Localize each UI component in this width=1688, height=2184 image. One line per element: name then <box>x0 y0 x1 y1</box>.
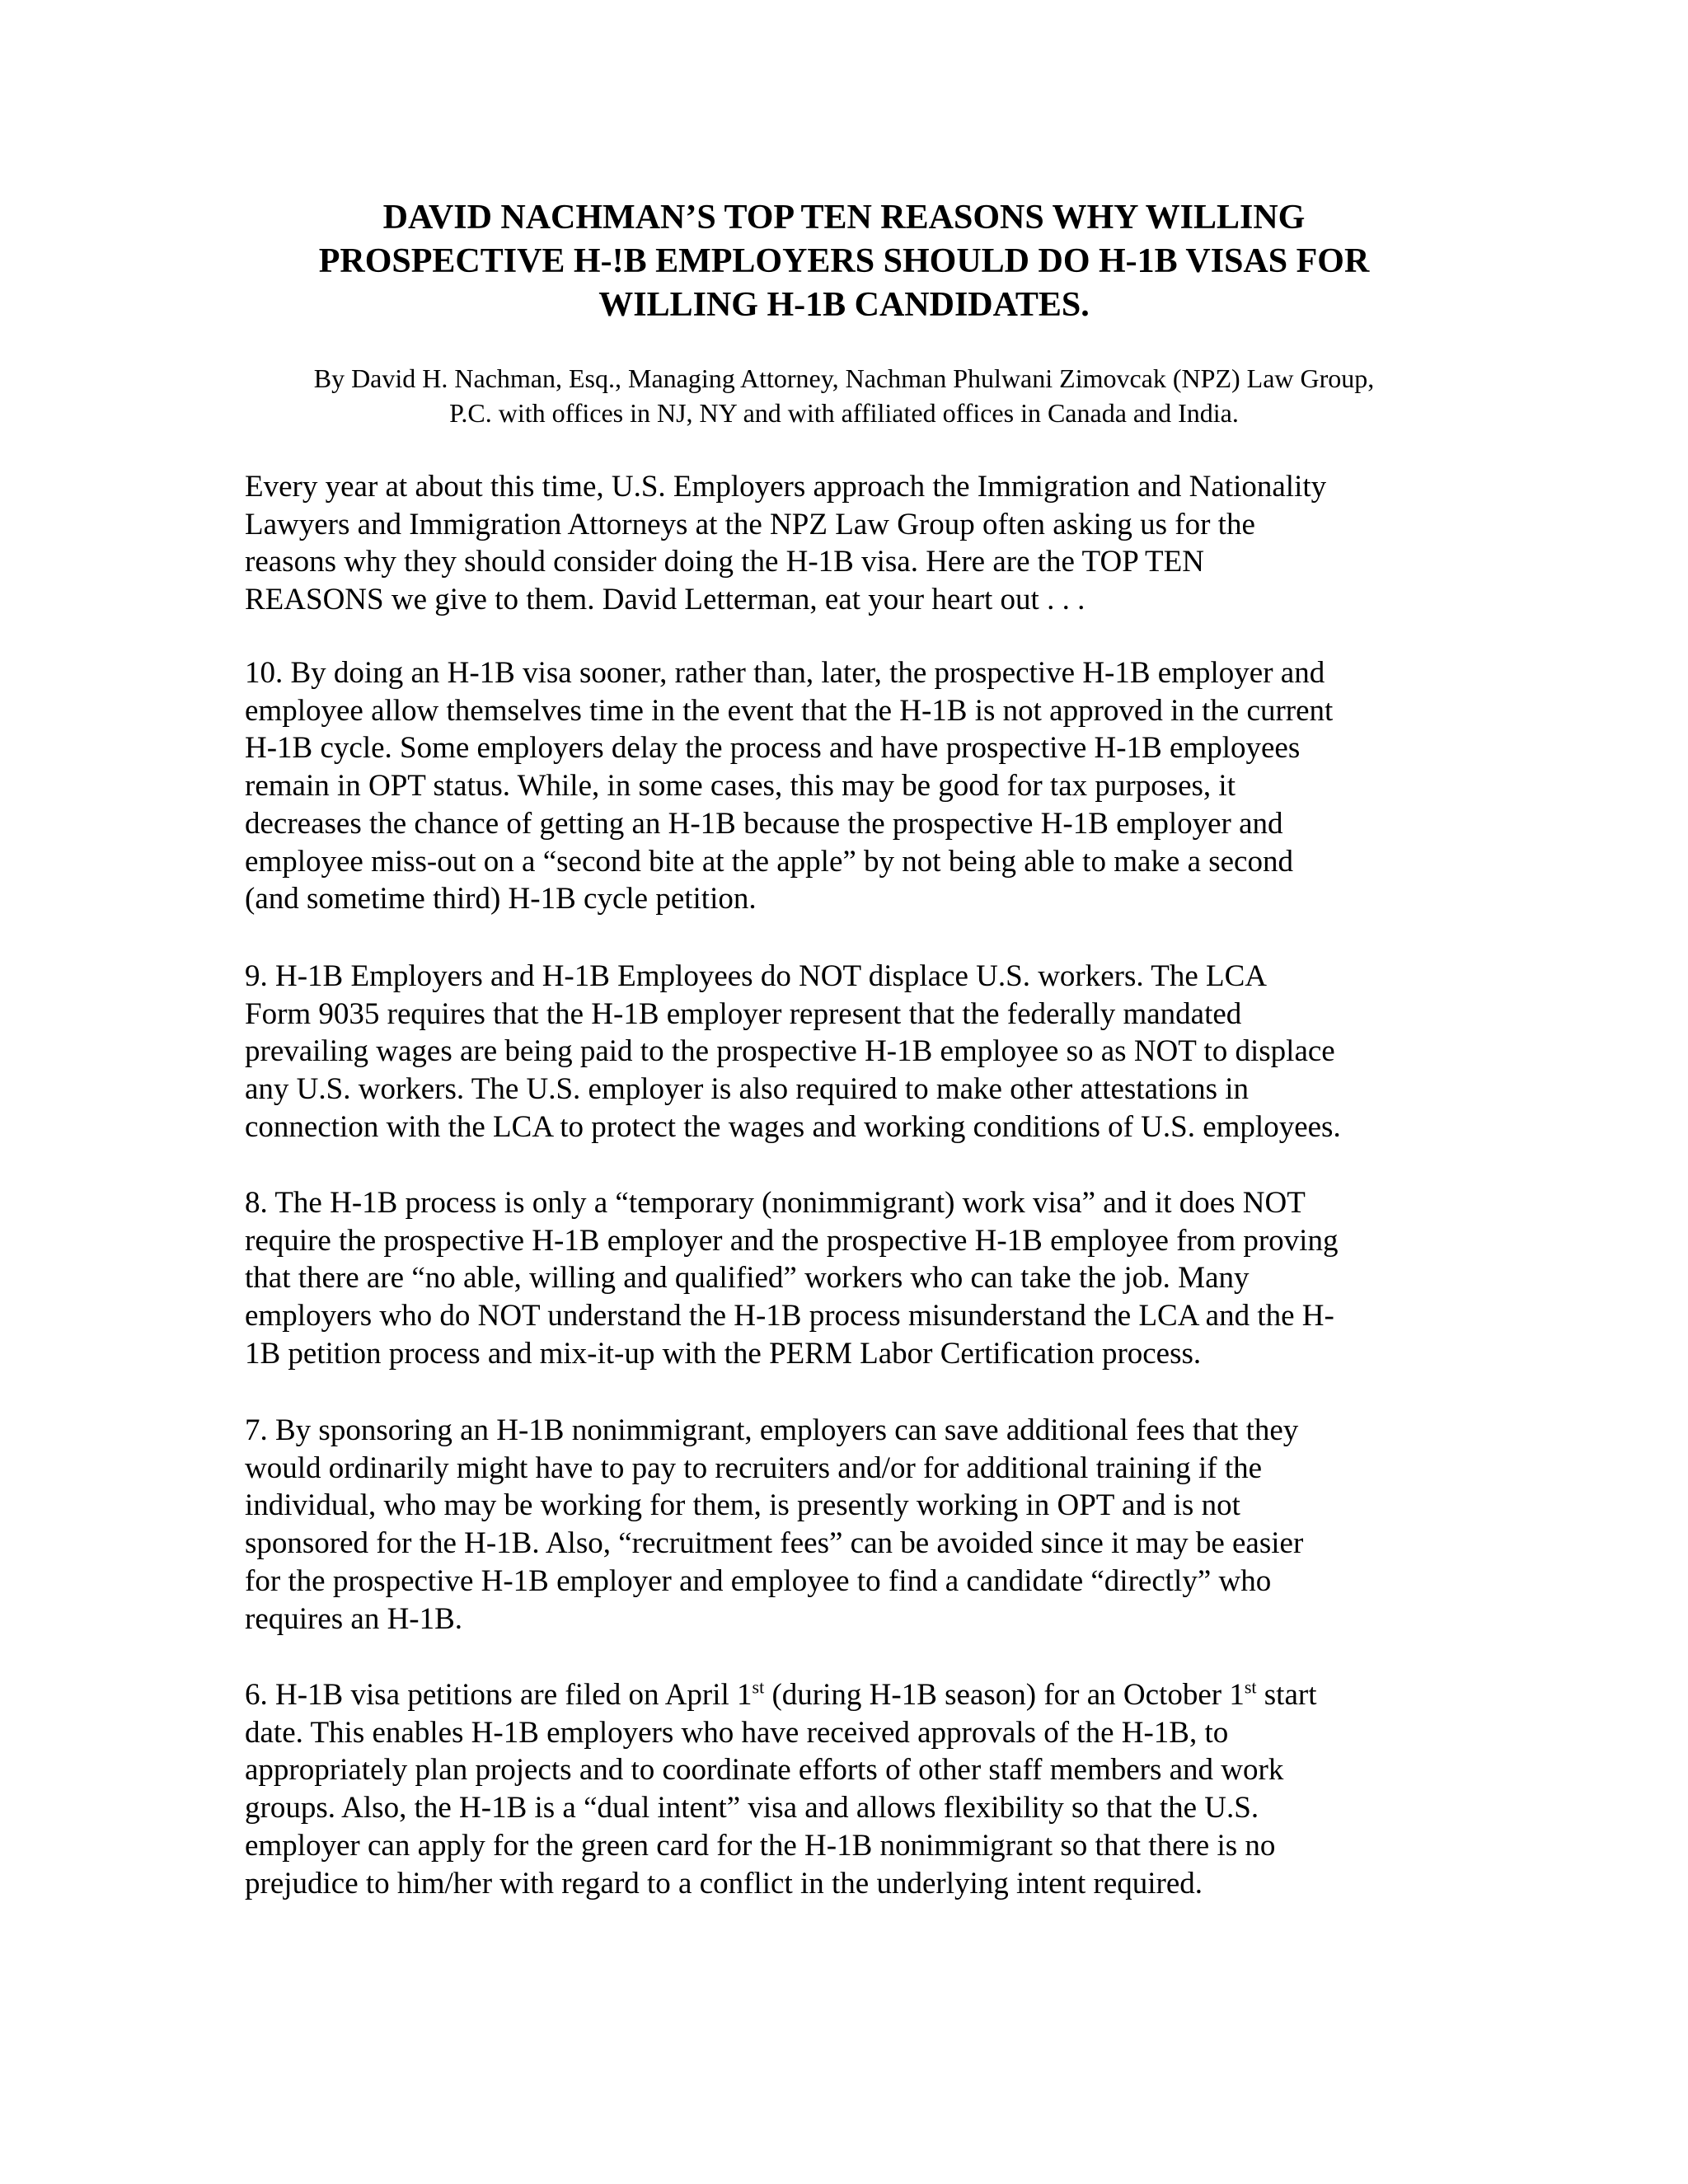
text-line: prevailing wages are being paid to the prospective H-1B employee so as NOT to displace <box>245 1034 1335 1069</box>
text-line: reasons why they should consider doing the H-1B visa. Here are the TOP TEN <box>245 545 1204 579</box>
document-title <box>223 196 1465 327</box>
text-line: connection with the LCA to protect the wages and working conditions of U.S. employees. <box>245 1109 1341 1144</box>
reason-7-paragraph <box>245 1412 1531 1638</box>
text-line: prejudice to him/her with regard to a conflict in the underlying intent required. <box>245 1866 1203 1900</box>
text-line: requires an H-1B. <box>245 1601 463 1636</box>
text-run: 6. H-1B visa petitions are filed on April 1 <box>245 1678 753 1712</box>
text-line <box>245 1676 1531 1714</box>
text-line: appropriately plan projects and to coordinate efforts of other staff members and work <box>245 1753 1284 1788</box>
text-line: Form 9035 requires that the H-1B employer represent that the federally mandated <box>245 996 1242 1031</box>
text-line: sponsored for the H-1B. Also, “recruitment fees” can be avoided since it may be easier <box>245 1526 1304 1561</box>
intro-paragraph <box>245 468 1531 619</box>
text-line: that there are “no able, willing and qualified” workers who can take the job. Many <box>245 1261 1250 1296</box>
byline-line: P.C. with offices in NJ, NY and with affiliated offices in Canada and India. <box>449 398 1239 428</box>
text-line: (and sometime third) H-1B cycle petition. <box>245 882 757 916</box>
text-line: 1B petition process and mix-it-up with the PERM Labor Certification process. <box>245 1336 1202 1371</box>
text-line: any U.S. workers. The U.S. employer is also required to make other attestations in <box>245 1072 1250 1107</box>
title-line: PROSPECTIVE H-!B EMPLOYERS SHOULD DO H-1B VISAS FOR <box>318 242 1370 280</box>
text-line: 9. H-1B Employers and H-1B Employees do NOT displace U.S. workers. The LCA <box>245 959 1268 993</box>
text-line: H-1B cycle. Some employers delay the process and have prospective H-1B employees <box>245 731 1301 766</box>
text-line: employers who do NOT understand the H-1B process misunderstand the LCA and the H- <box>245 1299 1334 1333</box>
text-line: employee allow themselves time in the event that the H-1B is not approved in the current <box>245 693 1334 728</box>
text-line: for the prospective H-1B employer and employee to find a candidate “directly” who <box>245 1563 1272 1598</box>
ordinal-suffix: st <box>1244 1676 1257 1698</box>
text-line: employer can apply for the green card for the H-1B nonimmigrant so that there is no <box>245 1828 1276 1863</box>
reason-10-paragraph <box>245 654 1531 918</box>
reason-8-paragraph <box>245 1184 1531 1373</box>
text-line: individual, who may be working for them, is presently working in OPT and is not <box>245 1488 1240 1523</box>
text-line: groups. Also, the H-1B is a “dual intent” visa and allows flexibility so that the U.S. <box>245 1791 1259 1825</box>
text-run: start <box>1256 1678 1317 1712</box>
reason-9-paragraph <box>245 958 1531 1146</box>
title-line: WILLING H-1B CANDIDATES. <box>598 286 1090 324</box>
text-line: 7. By sponsoring an H-1B nonimmigrant, employers can save additional fees that they <box>245 1413 1299 1447</box>
ordinal-suffix: st <box>752 1676 765 1698</box>
text-line: employee miss-out on a “second bite at the apple” by not being able to make a second <box>245 844 1293 879</box>
text-line: REASONS we give to them. David Letterman, eat your heart out . . . <box>245 583 1085 617</box>
text-line: Every year at about this time, U.S. Employers approach the Immigration and Nationality <box>245 470 1327 504</box>
author-byline <box>223 361 1465 430</box>
text-line: remain in OPT status. While, in some cases, this may be good for tax purposes, it <box>245 769 1236 804</box>
text-line: Lawyers and Immigration Attorneys at the NPZ Law Group often asking us for the <box>245 507 1255 541</box>
text-line: 8. The H-1B process is only a “temporary (nonimmigrant) work visa” and it does NOT <box>245 1186 1306 1220</box>
reason-6-paragraph <box>245 1676 1531 1902</box>
text-line: 10. By doing an H-1B visa sooner, rather than, later, the prospective H-1B employer and <box>245 656 1325 690</box>
text-line: date. This enables H-1B employers who have received approvals of the H-1B, to <box>245 1715 1229 1750</box>
text-line: decreases the chance of getting an H-1B because the prospective H-1B employer and <box>245 806 1283 841</box>
text-run: (during H-1B season) for an October 1 <box>764 1678 1245 1712</box>
text-line: would ordinarily might have to pay to recruiters and/or for additional training if the <box>245 1451 1263 1485</box>
text-line: require the prospective H-1B employer and the prospective H-1B employee from proving <box>245 1223 1339 1258</box>
title-line: DAVID NACHMAN’S TOP TEN REASONS WHY WILLING <box>382 199 1306 237</box>
byline-line: By David H. Nachman, Esq., Managing Attorney, Nachman Phulwani Zimovcak (NPZ) Law Group, <box>313 363 1375 393</box>
